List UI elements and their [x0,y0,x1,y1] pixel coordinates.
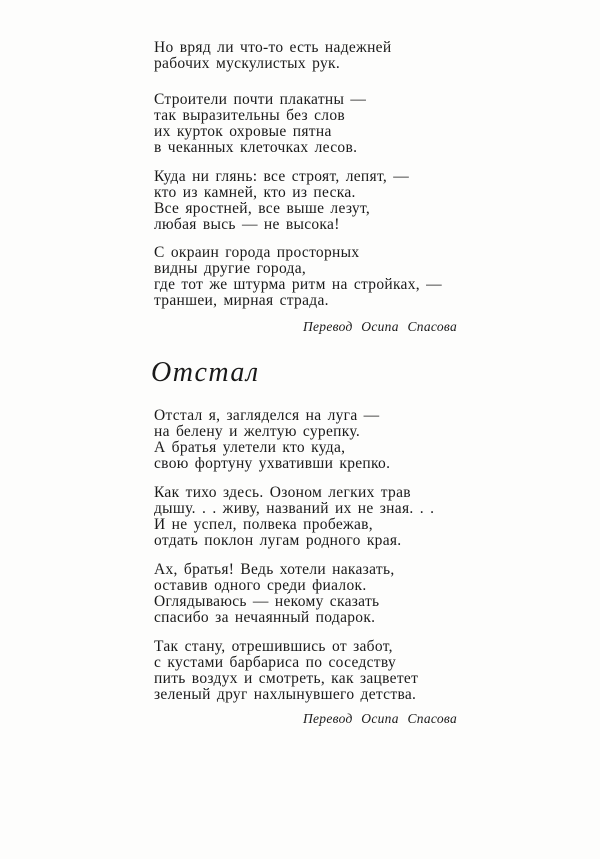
poem-line: где тот же штурма ритм на стройках, — [154,276,442,293]
poem-line: любая высь — не высока! [154,216,340,233]
poem-line: так выразительны без слов [154,107,346,124]
poem-line: пить воздух и смотреть, как зацветет [154,670,419,687]
poem-line: рабочих мускулистых рук. [154,55,341,72]
stanza [154,245,442,309]
poem-line: С окраин города просторных [154,244,360,261]
poem-line: спасибо за нечаянный подарок. [154,609,376,626]
poem-line: Куда ни глянь: все строят, лепят, — [154,168,410,185]
poem-line: И не успел, полвека пробежав, [154,516,373,533]
stanza [154,485,434,549]
poem-line: траншеи, мирная страда. [154,292,329,309]
poem-line: Но вряд ли что-то есть надежней [154,39,392,56]
poem-line: Строители почти плакатны — [154,91,367,108]
stanza [154,40,391,72]
translator-attribution: Перевод Осипа Спасова [302,319,457,334]
poem-line: Оглядываюсь — не́кому сказать [154,593,380,610]
stanza [154,92,366,156]
poem-title: Отстал [151,357,260,388]
stanza [154,639,418,703]
poem-line: Ах, братья! Ведь хотели наказать, [154,561,395,578]
poem-line: оставив одного среди фиалок. [154,577,367,594]
poem-line: А братья улетели кто куда, [154,439,346,456]
stanza [154,408,390,472]
poem-line: Так стану, отрешившись от забот, [154,638,393,655]
poem-line: дышу. . . живу, названий их не зная. . . [154,500,435,517]
poem-line: их курток охровые пятна [154,123,332,140]
stanza [154,562,395,626]
poem-line: свою фортуну ухвативши крепко. [154,455,391,472]
poem-line: на белену и желтую сурепку. [154,423,361,440]
poem-line: отдать поклон лугам родного края. [154,532,402,549]
stanza [154,169,409,233]
poem-line: Все яростней, все выше лезут, [154,200,371,217]
poem-line: Как тихо здесь. Озоном легких трав [154,484,411,501]
poem-line: зеленый друг нахлынувшего детства. [154,686,417,703]
translator-attribution: Перевод Осипа Спасова [302,711,457,726]
poem-line: видны другие города, [154,260,307,277]
poem-line: в чеканных клеточках лесов. [154,139,358,156]
poem-line: кто из камней, кто из песка. [154,184,356,201]
poem-line: Отстал я, загляделся на луга — [154,407,380,424]
poem-line: с кустами барбариса по соседству [154,654,397,671]
